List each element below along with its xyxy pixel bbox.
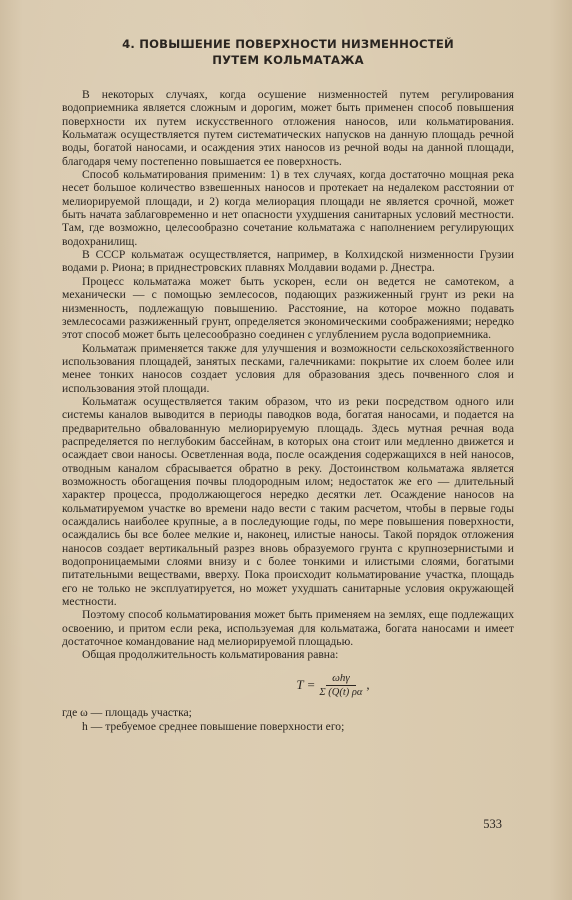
paragraph-7: Поэтому способ кольматирования может быть применяем на землях, еще подлежащих освоению, и притом если река, используемая для кольматажа, богата наносами и имеет достаточное командование над мелиорируемой площадью. bbox=[62, 608, 514, 649]
paragraph-6: Кольматаж осуществляется таким образом, что из реки посредством одного или системы каналов выводится в периоды паводков вода, богатая наносами, и подается на предварительно обвалованную мелиорируемую площадь. Здесь мутная речная вода распределяется по неглубоким бассейнам, в которых она стоит или медленно движется и осаждает свои наносы. Осветленная вода, после осаждения содержащихся в ней наносов, отводным каналом сбрасывается обратно в реку. Достоинством кольматажа является возможность обогащения почвы плодородным илом; недостаток же его — длительный характер процесса, продолжающегося нередко десятки лет. Осаждение наносов на кольматируемом участке во времени надо вести с таким расчетом, чтобы в первые годы осаждались наиболее крупные, а в последующие годы, по мере повышения поверхности, осаждались бы все более мелкие и, наконец, илистые наносы. Такой порядок отложения наносов создает вертикальный разрез вновь образуемого грунта с крупнозернистыми и водопроницаемыми слоями внизу и с более тонкими и илистыми слоями, богатыми питательными веществами, вверху. Пока происходит кольматирование участка, площадь его не только не эксплуатируется, но может ухудшать санитарные условия окружающей местности. bbox=[62, 394, 514, 609]
formula-lhs: T = bbox=[296, 676, 316, 692]
paragraph-8: Общая продолжительность кольматирования равна: bbox=[82, 648, 339, 662]
section-heading-line-1: 4. ПОВЫШЕНИЕ ПОВЕРХНОСТИ НИЗМЕННОСТЕЙ bbox=[122, 37, 454, 51]
page-number: 533 bbox=[483, 817, 502, 831]
section-heading bbox=[62, 36, 514, 68]
paragraph-2: Способ кольматирования применим: 1) в тех случаях, когда достаточно мощная река несет большое количество взвешенных наносов и протекает на недалеком расстоянии от мелиорируемой площади, и 2) когда мелиорация площади не является срочной, может быть начата заблаговременно и нет опасности ухудшения санитарных условий местности. Там, где возможно, целесообразно сочетание кольматажа с наполнением регулирующих водохранилищ. bbox=[62, 168, 514, 248]
paragraph-4: Процесс кольматажа может быть ускорен, если он ведется не самотеком, а механически — с помощью землесосов, подающих разжиженный грунт из реки на низменность, подлежащую повышению. Расстояние, на которое можно подавать землесосами разжиженный грунт, определяется экономическими соображениями; нередко этот способ может быть целесообразно соединен с углублением русла водоприемника. bbox=[62, 274, 514, 342]
formula-legend-line-1: где ω — площадь участка; bbox=[62, 705, 192, 719]
formula-denominator: Σ (Q(t) ρα bbox=[319, 686, 363, 698]
section-heading-line-2: ПУТЕМ КОЛЬМАТАЖА bbox=[212, 53, 364, 67]
formula-legend bbox=[62, 706, 514, 734]
formula-fraction bbox=[319, 672, 362, 698]
formula-comma: , bbox=[366, 676, 370, 692]
paragraph-1: В некоторых случаях, когда осушение низменностей путем регулирования водоприемника является сложным и дорогим, может быть применен способ повышения поверхности их путем искусственного отложения наносов, или кольматирования. Кольматаж осуществляется путем систематических напусков на данную площадь речной воды, богатой наносами, и осаждения этих наносов из речной воды на данной площади, благодаря чему постепенно повышается ее поверхность. bbox=[62, 88, 514, 168]
paragraph-3: В СССР кольматаж осуществляется, например, в Колхидской низменности Грузии водами р. Риона; в приднестровских плавнях Молдавии водами р. Днестра. bbox=[62, 248, 514, 275]
formula-numerator: ωhγ bbox=[326, 672, 356, 686]
paragraph-5: Кольматаж применяется также для улучшения и возможности сельскохозяйственного использования площадей, занятых песками, галечниками: покрытие их слоем более или менее тонких наносов создает условия для образования здесь почвенного слоя и использования этой площади. bbox=[62, 341, 514, 395]
duration-formula bbox=[152, 672, 514, 698]
formula-legend-line-2: h — требуемое среднее повышение поверхности его; bbox=[82, 719, 345, 733]
